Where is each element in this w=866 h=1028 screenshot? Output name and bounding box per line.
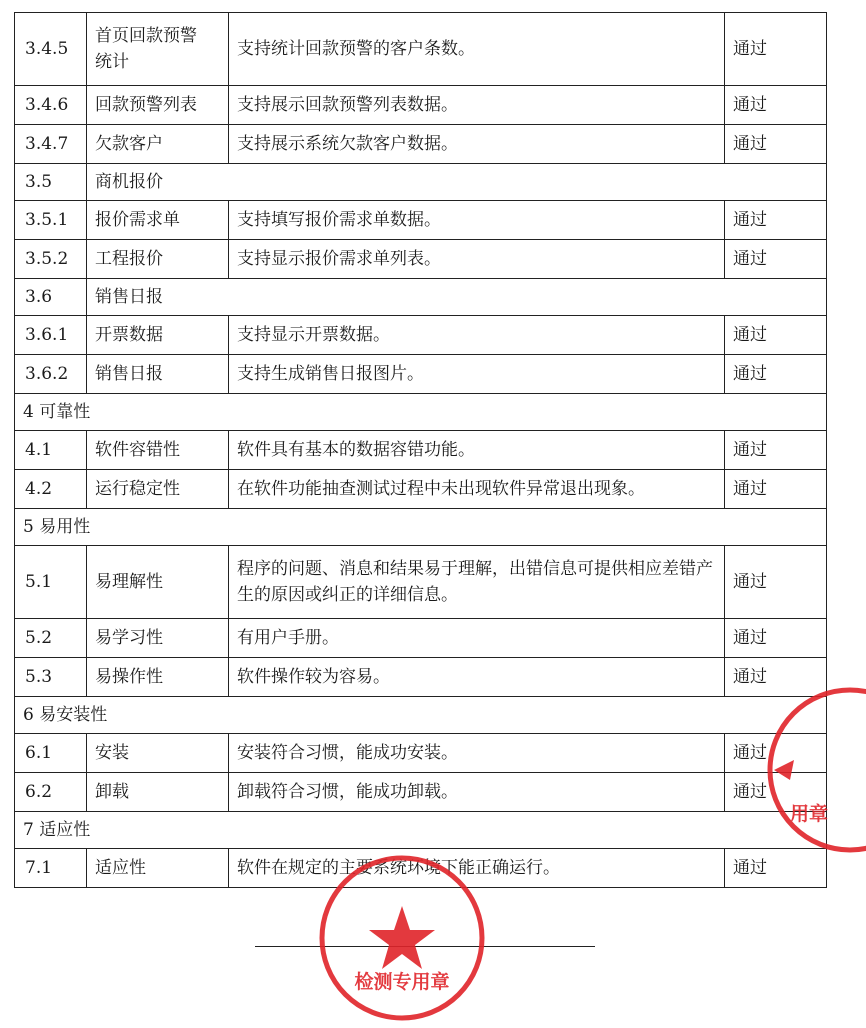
table-row [15, 431, 827, 470]
table-row [15, 658, 827, 697]
item-result: 通过 [725, 734, 827, 773]
item-description: 安装符合习惯，能成功安装。 [229, 734, 725, 773]
table-row [15, 240, 827, 279]
item-result: 通过 [725, 201, 827, 240]
item-description: 支持展示回款预警列表数据。 [229, 86, 725, 125]
section-title: 5 易用性 [15, 509, 827, 546]
item-result: 通过 [725, 316, 827, 355]
item-number: 5.2 [15, 619, 87, 658]
item-description: 支持展示系统欠款客户数据。 [229, 125, 725, 164]
section-title: 6 易安装性 [15, 697, 827, 734]
item-name: 运行稳定性 [87, 470, 229, 509]
item-description: 支持生成销售日报图片。 [229, 355, 725, 394]
item-description: 在软件功能抽查测试过程中未出现软件异常退出现象。 [229, 470, 725, 509]
item-result: 通过 [725, 125, 827, 164]
item-name: 易理解性 [87, 546, 229, 619]
item-name: 首页回款预警 统计 [87, 13, 229, 86]
item-result: 通过 [725, 86, 827, 125]
item-name: 欠款客户 [87, 125, 229, 164]
subsection-title: 销售日报 [87, 279, 827, 316]
item-result: 通过 [725, 773, 827, 812]
table-row [15, 201, 827, 240]
item-description: 软件操作较为容易。 [229, 658, 725, 697]
item-name: 回款预警列表 [87, 86, 229, 125]
company-seal-stamp [760, 680, 866, 860]
table-row [15, 125, 827, 164]
item-number: 3.4.5 [15, 13, 87, 86]
svg-text:用章: 用章 [790, 803, 829, 825]
item-number: 3.4.6 [15, 86, 87, 125]
table-row [15, 13, 827, 86]
item-name: 易学习性 [87, 619, 229, 658]
test-results-table [14, 12, 827, 888]
subsection-title: 商机报价 [87, 164, 827, 201]
item-number: 5.1 [15, 546, 87, 619]
item-name: 报价需求单 [87, 201, 229, 240]
item-result: 通过 [725, 355, 827, 394]
item-name: 销售日报 [87, 355, 229, 394]
item-name: 工程报价 [87, 240, 229, 279]
item-name: 软件容错性 [87, 431, 229, 470]
item-description: 支持显示开票数据。 [229, 316, 725, 355]
item-result: 通过 [725, 658, 827, 697]
item-number: 3.5 [15, 164, 87, 201]
table-row [15, 316, 827, 355]
subsection-row [15, 164, 827, 201]
table-row [15, 86, 827, 125]
subsection-row [15, 279, 827, 316]
item-description: 支持统计回款预警的客户条数。 [229, 13, 725, 86]
item-description: 程序的问题、消息和结果易于理解，出错信息可提供相应差错产生的原因或纠正的详细信息。 [229, 546, 725, 619]
item-number: 6.2 [15, 773, 87, 812]
item-description: 支持填写报价需求单数据。 [229, 201, 725, 240]
table-row [15, 734, 827, 773]
item-result: 通过 [725, 619, 827, 658]
item-name: 开票数据 [87, 316, 229, 355]
inspection-seal-stamp [312, 848, 492, 1028]
item-number: 3.6.2 [15, 355, 87, 394]
section-row [15, 697, 827, 734]
item-number: 3.5.1 [15, 201, 87, 240]
item-number: 5.3 [15, 658, 87, 697]
item-description: 软件在规定的主要系统环境下能正确运行。 [229, 849, 725, 888]
table-row [15, 773, 827, 812]
item-description: 卸载符合习惯，能成功卸载。 [229, 773, 725, 812]
table-body [15, 13, 827, 888]
item-number: 4.1 [15, 431, 87, 470]
item-description: 支持显示报价需求单列表。 [229, 240, 725, 279]
item-number: 6.1 [15, 734, 87, 773]
item-result: 通过 [725, 431, 827, 470]
item-name: 适应性 [87, 849, 229, 888]
item-result: 通过 [725, 849, 827, 888]
item-result: 通过 [725, 240, 827, 279]
item-number: 3.6 [15, 279, 87, 316]
item-description: 软件具有基本的数据容错功能。 [229, 431, 725, 470]
item-number: 3.5.2 [15, 240, 87, 279]
table-row [15, 619, 827, 658]
svg-text:检测专用章: 检测专用章 [354, 971, 450, 993]
table-row [15, 355, 827, 394]
section-title: 4 可靠性 [15, 394, 827, 431]
item-name: 安装 [87, 734, 229, 773]
table-row [15, 546, 827, 619]
item-number: 3.4.7 [15, 125, 87, 164]
item-name: 卸载 [87, 773, 229, 812]
section-row [15, 812, 827, 849]
item-description: 有用户手册。 [229, 619, 725, 658]
item-number: 7.1 [15, 849, 87, 888]
section-title: 7 适应性 [15, 812, 827, 849]
item-name: 易操作性 [87, 658, 229, 697]
section-row [15, 509, 827, 546]
item-result: 通过 [725, 470, 827, 509]
item-result: 通过 [725, 546, 827, 619]
item-result: 通过 [725, 13, 827, 86]
item-number: 4.2 [15, 470, 87, 509]
item-number: 3.6.1 [15, 316, 87, 355]
section-row [15, 394, 827, 431]
table-row [15, 470, 827, 509]
